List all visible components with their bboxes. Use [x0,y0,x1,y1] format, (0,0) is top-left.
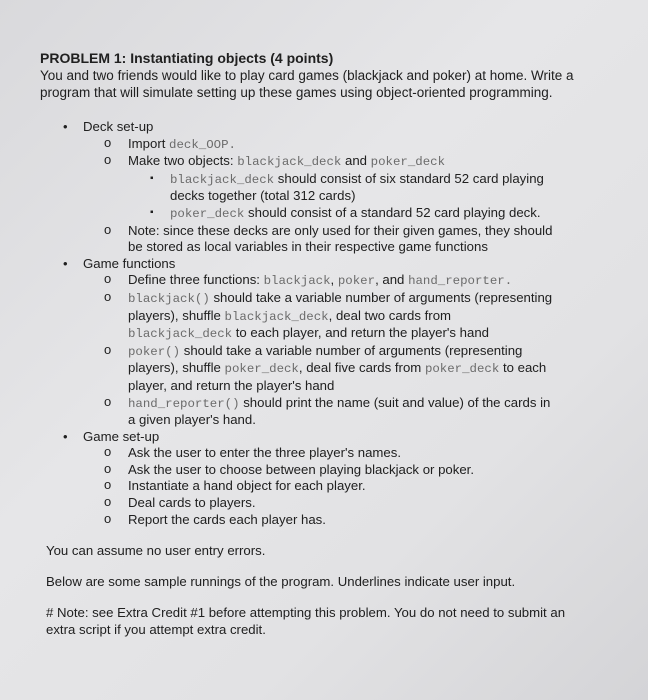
setup-item: o Report the cards each player has. [104,510,326,527]
game-functions-heading: • Game functions [63,255,176,271]
circle-bullet: o [104,134,112,150]
setup-item: o Deal cards to players. [104,494,256,511]
blackjack-function-item-cont: blackjack_deck to each player, and return the player's hand [128,325,490,342]
blackjack-deck-item-cont: decks together (total 312 cards) [170,188,356,204]
poker-deck-item: ▪ poker_deck should consist of a standard 52 card playing deck. [150,204,541,221]
poker-function-item: o poker() should take a variable number of arguments (representing [104,341,523,359]
deck-note-item: o Note: since these decks are only used for their given games, they should [104,221,553,238]
define-functions-item: o Define three functions: blackjack, poker, and hand_reporter. [104,271,513,289]
circle-bullet: o [104,510,112,526]
circle-bullet: o [104,152,112,168]
problem-intro: You and two friends would like to play card games (blackjack and poker) at home. Write a program that will simulate setting up these games using object-oriented programming. [40,68,574,100]
problem-title: PROBLEM 1: Instantiating objects (4 points) [40,50,334,66]
setup-item: o Ask the user to choose between playing blackjack or poker. [104,460,475,477]
blackjack-deck-item: ▪ blackjack_deck should consist of six standard 52 card playing [150,170,544,187]
circle-bullet: o [104,477,112,493]
setup-item: o Instantiate a hand object for each player. [104,477,366,494]
disc-bullet: • [63,428,68,444]
deck-setup-heading: • Deck set-up [63,119,154,134]
deck-note-item-cont: be stored as local variables in their respective game functions [128,239,488,255]
circle-bullet: o [104,271,112,287]
extra-credit-note: # Note: see Extra Credit #1 before attempting this problem. You do not need to submit an extra script if you attempt extra credit. [46,605,566,637]
square-bullet: ▪ [150,172,154,184]
disc-bullet: • [63,119,68,134]
circle-bullet: o [104,221,112,237]
disc-bullet: • [63,255,68,271]
sample-runs-text: Below are some sample runnings of the program. Underlines indicate user input. [46,574,516,589]
circle-bullet: o [104,444,112,460]
circle-bullet: o [104,494,112,510]
circle-bullet: o [104,460,112,476]
hand-reporter-item: o hand_reporter() should print the name (suit and value) of the cards in [104,393,551,411]
requirements-list [0,119,648,528]
poker-function-item-cont: player, and return the player's hand [128,377,335,393]
setup-item: o Ask the user to enter the three player's names. [104,444,402,461]
blackjack-function-item-cont: players), shuffle blackjack_deck, deal two cards from [128,307,452,324]
blackjack-function-item: o blackjack() should take a variable number of arguments (representing [104,288,553,306]
assumption-text: You can assume no user entry errors. [46,543,266,558]
deck-make-item: o Make two objects: blackjack_deck and poker_deck [104,152,446,170]
square-bullet: ▪ [150,206,154,218]
deck-import-item: o Import deck_OOP. [104,134,236,152]
circle-bullet: o [104,341,112,357]
circle-bullet: o [104,393,112,409]
poker-function-item-cont: players), shuffle poker_deck, deal five cards from poker_deck to each [128,360,547,377]
hand-reporter-item-cont: a given player's hand. [128,412,256,428]
circle-bullet: o [104,288,112,304]
game-setup-heading: • Game set-up [63,428,160,444]
